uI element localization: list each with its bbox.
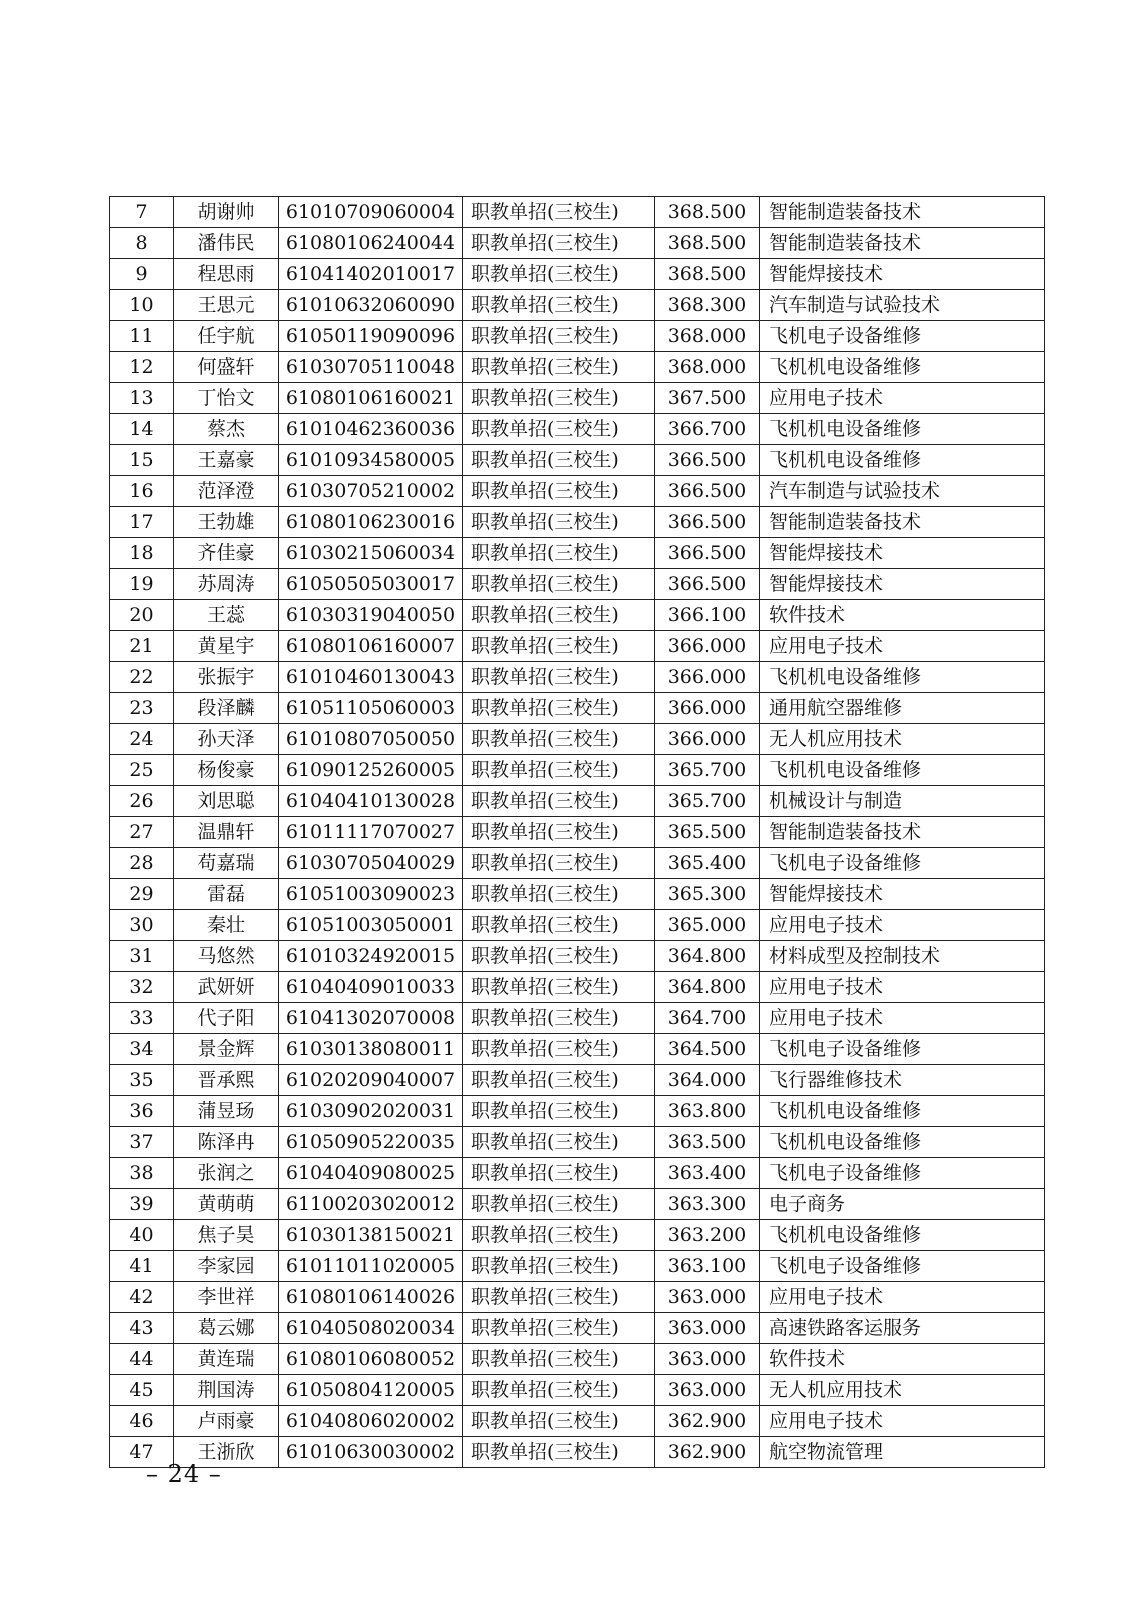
student-name-cell: 王勃雄 — [174, 507, 279, 538]
major-cell: 智能制造装备技术 — [760, 228, 1045, 259]
admission-type-cell: 职教单招(三校生) — [463, 600, 655, 631]
student-name-cell: 蒲昱玚 — [174, 1096, 279, 1127]
major-cell: 通用航空器维修 — [760, 693, 1045, 724]
exam-id-cell: 61030705040029 — [279, 848, 463, 879]
exam-id-cell: 61030215060034 — [279, 538, 463, 569]
exam-id-cell: 61080106160007 — [279, 631, 463, 662]
admission-type-cell: 职教单招(三校生) — [463, 445, 655, 476]
table-row — [110, 693, 1045, 724]
score-cell: 363.100 — [655, 1251, 760, 1282]
major-cell: 飞机电子设备维修 — [760, 848, 1045, 879]
admission-type-cell: 职教单招(三校生) — [463, 1344, 655, 1375]
major-cell: 智能焊接技术 — [760, 538, 1045, 569]
exam-id-cell: 61030319040050 — [279, 600, 463, 631]
admission-type-cell: 职教单招(三校生) — [463, 414, 655, 445]
exam-id-cell: 61010709060004 — [279, 197, 463, 228]
exam-id-cell: 61030705110048 — [279, 352, 463, 383]
score-cell: 365.000 — [655, 910, 760, 941]
row-number-cell: 45 — [110, 1375, 174, 1406]
exam-id-cell: 61051003050001 — [279, 910, 463, 941]
exam-id-cell: 61080106080052 — [279, 1344, 463, 1375]
student-name-cell: 陈泽冉 — [174, 1127, 279, 1158]
score-cell: 366.500 — [655, 569, 760, 600]
row-number-cell: 10 — [110, 290, 174, 321]
student-name-cell: 潘伟民 — [174, 228, 279, 259]
table-row — [110, 1437, 1045, 1468]
student-name-cell: 葛云娜 — [174, 1313, 279, 1344]
row-number-cell: 47 — [110, 1437, 174, 1468]
row-number-cell: 15 — [110, 445, 174, 476]
exam-id-cell: 61030902020031 — [279, 1096, 463, 1127]
exam-id-cell: 61010630030002 — [279, 1437, 463, 1468]
exam-id-cell: 61010324920015 — [279, 941, 463, 972]
table-row — [110, 786, 1045, 817]
major-cell: 应用电子技术 — [760, 972, 1045, 1003]
student-name-cell: 秦壮 — [174, 910, 279, 941]
score-cell: 364.700 — [655, 1003, 760, 1034]
row-number-cell: 13 — [110, 383, 174, 414]
score-cell: 365.700 — [655, 755, 760, 786]
major-cell: 应用电子技术 — [760, 631, 1045, 662]
student-name-cell: 王蕊 — [174, 600, 279, 631]
row-number-cell: 20 — [110, 600, 174, 631]
score-cell: 366.500 — [655, 445, 760, 476]
student-name-cell: 黄萌萌 — [174, 1189, 279, 1220]
score-cell: 363.000 — [655, 1344, 760, 1375]
row-number-cell: 19 — [110, 569, 174, 600]
row-number-cell: 30 — [110, 910, 174, 941]
major-cell: 电子商务 — [760, 1189, 1045, 1220]
admission-type-cell: 职教单招(三校生) — [463, 755, 655, 786]
row-number-cell: 32 — [110, 972, 174, 1003]
score-cell: 364.500 — [655, 1034, 760, 1065]
table-row — [110, 755, 1045, 786]
student-name-cell: 晋承熙 — [174, 1065, 279, 1096]
admission-type-cell: 职教单招(三校生) — [463, 507, 655, 538]
exam-id-cell: 61011117070027 — [279, 817, 463, 848]
row-number-cell: 41 — [110, 1251, 174, 1282]
exam-id-cell: 61051105060003 — [279, 693, 463, 724]
student-name-cell: 张润之 — [174, 1158, 279, 1189]
exam-id-cell: 61040409010033 — [279, 972, 463, 1003]
row-number-cell: 34 — [110, 1034, 174, 1065]
student-name-cell: 马悠然 — [174, 941, 279, 972]
table-row — [110, 1344, 1045, 1375]
table-row — [110, 290, 1045, 321]
table-row — [110, 1127, 1045, 1158]
score-cell: 368.500 — [655, 259, 760, 290]
major-cell: 飞机电子设备维修 — [760, 1158, 1045, 1189]
major-cell: 飞机电子设备维修 — [760, 321, 1045, 352]
exam-id-cell: 61030138150021 — [279, 1220, 463, 1251]
score-cell: 366.700 — [655, 414, 760, 445]
table-row — [110, 538, 1045, 569]
student-name-cell: 景金辉 — [174, 1034, 279, 1065]
major-cell: 智能焊接技术 — [760, 879, 1045, 910]
major-cell: 飞机机电设备维修 — [760, 1096, 1045, 1127]
table-row — [110, 507, 1045, 538]
row-number-cell: 44 — [110, 1344, 174, 1375]
student-name-cell: 胡谢帅 — [174, 197, 279, 228]
admission-type-cell: 职教单招(三校生) — [463, 1189, 655, 1220]
major-cell: 汽车制造与试验技术 — [760, 476, 1045, 507]
table-row — [110, 197, 1045, 228]
exam-id-cell: 61030705210002 — [279, 476, 463, 507]
admission-type-cell: 职教单招(三校生) — [463, 972, 655, 1003]
exam-id-cell: 61030138080011 — [279, 1034, 463, 1065]
score-cell: 368.500 — [655, 197, 760, 228]
row-number-cell: 22 — [110, 662, 174, 693]
score-cell: 366.000 — [655, 662, 760, 693]
score-cell: 364.800 — [655, 972, 760, 1003]
admission-type-cell: 职教单招(三校生) — [463, 259, 655, 290]
admission-type-cell: 职教单招(三校生) — [463, 1003, 655, 1034]
admission-type-cell: 职教单招(三校生) — [463, 321, 655, 352]
table-row — [110, 259, 1045, 290]
row-number-cell: 9 — [110, 259, 174, 290]
table-row — [110, 1406, 1045, 1437]
student-name-cell: 黄连瑞 — [174, 1344, 279, 1375]
row-number-cell: 12 — [110, 352, 174, 383]
table-row — [110, 1282, 1045, 1313]
row-number-cell: 28 — [110, 848, 174, 879]
student-name-cell: 段泽麟 — [174, 693, 279, 724]
admission-type-cell: 职教单招(三校生) — [463, 352, 655, 383]
row-number-cell: 21 — [110, 631, 174, 662]
admission-type-cell: 职教单招(三校生) — [463, 941, 655, 972]
student-name-cell: 李家园 — [174, 1251, 279, 1282]
admission-type-cell: 职教单招(三校生) — [463, 569, 655, 600]
exam-id-cell: 61050905220035 — [279, 1127, 463, 1158]
exam-id-cell: 61010807050050 — [279, 724, 463, 755]
major-cell: 高速铁路客运服务 — [760, 1313, 1045, 1344]
score-cell: 363.800 — [655, 1096, 760, 1127]
row-number-cell: 11 — [110, 321, 174, 352]
row-number-cell: 17 — [110, 507, 174, 538]
table-row — [110, 1065, 1045, 1096]
table-row — [110, 321, 1045, 352]
admission-type-cell: 职教单招(三校生) — [463, 848, 655, 879]
row-number-cell: 26 — [110, 786, 174, 817]
score-cell: 368.300 — [655, 290, 760, 321]
admission-type-cell: 职教单招(三校生) — [463, 1096, 655, 1127]
row-number-cell: 8 — [110, 228, 174, 259]
major-cell: 材料成型及控制技术 — [760, 941, 1045, 972]
score-cell: 368.500 — [655, 228, 760, 259]
student-name-cell: 任宇航 — [174, 321, 279, 352]
score-cell: 366.000 — [655, 693, 760, 724]
score-cell: 365.500 — [655, 817, 760, 848]
row-number-cell: 42 — [110, 1282, 174, 1313]
score-cell: 366.500 — [655, 476, 760, 507]
major-cell: 应用电子技术 — [760, 1282, 1045, 1313]
admission-type-cell: 职教单招(三校生) — [463, 786, 655, 817]
table-row — [110, 848, 1045, 879]
row-number-cell: 23 — [110, 693, 174, 724]
admission-type-cell: 职教单招(三校生) — [463, 1220, 655, 1251]
score-cell: 363.500 — [655, 1127, 760, 1158]
row-number-cell: 33 — [110, 1003, 174, 1034]
table-row — [110, 569, 1045, 600]
major-cell: 应用电子技术 — [760, 910, 1045, 941]
student-name-cell: 荆国涛 — [174, 1375, 279, 1406]
major-cell: 智能焊接技术 — [760, 259, 1045, 290]
admission-type-cell: 职教单招(三校生) — [463, 197, 655, 228]
score-cell: 362.900 — [655, 1406, 760, 1437]
major-cell: 飞行器维修技术 — [760, 1065, 1045, 1096]
major-cell: 飞机电子设备维修 — [760, 1251, 1045, 1282]
row-number-cell: 27 — [110, 817, 174, 848]
admission-type-cell: 职教单招(三校生) — [463, 1406, 655, 1437]
table-row — [110, 1034, 1045, 1065]
exam-id-cell: 61051003090023 — [279, 879, 463, 910]
exam-id-cell: 61080106160021 — [279, 383, 463, 414]
table-row — [110, 1313, 1045, 1344]
admission-type-cell: 职教单招(三校生) — [463, 538, 655, 569]
admission-type-cell: 职教单招(三校生) — [463, 817, 655, 848]
table-row — [110, 972, 1045, 1003]
table-row — [110, 910, 1045, 941]
exam-id-cell: 61090125260005 — [279, 755, 463, 786]
table-row — [110, 600, 1045, 631]
admission-type-cell: 职教单招(三校生) — [463, 1437, 655, 1468]
row-number-cell: 16 — [110, 476, 174, 507]
student-name-cell: 黄星宇 — [174, 631, 279, 662]
table-row — [110, 1375, 1045, 1406]
student-name-cell: 齐佳豪 — [174, 538, 279, 569]
student-name-cell: 范泽澄 — [174, 476, 279, 507]
student-name-cell: 王浙欣 — [174, 1437, 279, 1468]
row-number-cell: 14 — [110, 414, 174, 445]
admission-type-cell: 职教单招(三校生) — [463, 1375, 655, 1406]
exam-id-cell: 61100203020012 — [279, 1189, 463, 1220]
student-name-cell: 苏周涛 — [174, 569, 279, 600]
score-cell: 363.000 — [655, 1313, 760, 1344]
score-cell: 363.400 — [655, 1158, 760, 1189]
table-row — [110, 817, 1045, 848]
row-number-cell: 46 — [110, 1406, 174, 1437]
score-cell: 365.300 — [655, 879, 760, 910]
score-cell: 364.800 — [655, 941, 760, 972]
student-name-cell: 温鼎轩 — [174, 817, 279, 848]
table-row — [110, 445, 1045, 476]
major-cell: 飞机机电设备维修 — [760, 662, 1045, 693]
score-cell: 366.500 — [655, 507, 760, 538]
score-cell: 363.000 — [655, 1375, 760, 1406]
table-row — [110, 724, 1045, 755]
table-row — [110, 1096, 1045, 1127]
table-row — [110, 662, 1045, 693]
student-name-cell: 李世祥 — [174, 1282, 279, 1313]
student-name-cell: 张振宇 — [174, 662, 279, 693]
admission-type-cell: 职教单招(三校生) — [463, 290, 655, 321]
major-cell: 无人机应用技术 — [760, 1375, 1045, 1406]
major-cell: 航空物流管理 — [760, 1437, 1045, 1468]
student-name-cell: 焦子昊 — [174, 1220, 279, 1251]
table-row — [110, 1158, 1045, 1189]
admission-type-cell: 职教单招(三校生) — [463, 1313, 655, 1344]
major-cell: 智能制造装备技术 — [760, 507, 1045, 538]
score-cell: 366.100 — [655, 600, 760, 631]
admission-type-cell: 职教单招(三校生) — [463, 1251, 655, 1282]
major-cell: 应用电子技术 — [760, 1406, 1045, 1437]
major-cell: 飞机机电设备维修 — [760, 352, 1045, 383]
student-name-cell: 代子阳 — [174, 1003, 279, 1034]
exam-id-cell: 61040806020002 — [279, 1406, 463, 1437]
exam-id-cell: 61041302070008 — [279, 1003, 463, 1034]
admission-type-cell: 职教单招(三校生) — [463, 693, 655, 724]
score-cell: 368.000 — [655, 352, 760, 383]
major-cell: 飞机机电设备维修 — [760, 445, 1045, 476]
major-cell: 智能制造装备技术 — [760, 197, 1045, 228]
major-cell: 机械设计与制造 — [760, 786, 1045, 817]
student-name-cell: 程思雨 — [174, 259, 279, 290]
student-name-cell: 何盛轩 — [174, 352, 279, 383]
major-cell: 飞机电子设备维修 — [760, 1034, 1045, 1065]
exam-id-cell: 61080106230016 — [279, 507, 463, 538]
score-cell: 363.300 — [655, 1189, 760, 1220]
table-row — [110, 228, 1045, 259]
table-row — [110, 414, 1045, 445]
major-cell: 无人机应用技术 — [760, 724, 1045, 755]
score-cell: 365.700 — [655, 786, 760, 817]
score-cell: 364.000 — [655, 1065, 760, 1096]
exam-id-cell: 61050505030017 — [279, 569, 463, 600]
row-number-cell: 37 — [110, 1127, 174, 1158]
student-name-cell: 苟嘉瑞 — [174, 848, 279, 879]
student-name-cell: 王嘉豪 — [174, 445, 279, 476]
score-cell: 367.500 — [655, 383, 760, 414]
score-cell: 366.000 — [655, 631, 760, 662]
table-row — [110, 383, 1045, 414]
student-name-cell: 王思元 — [174, 290, 279, 321]
exam-id-cell: 61011011020005 — [279, 1251, 463, 1282]
row-number-cell: 38 — [110, 1158, 174, 1189]
student-name-cell: 蔡杰 — [174, 414, 279, 445]
row-number-cell: 25 — [110, 755, 174, 786]
table-row — [110, 352, 1045, 383]
table-row — [110, 476, 1045, 507]
score-cell: 368.000 — [655, 321, 760, 352]
admission-type-cell: 职教单招(三校生) — [463, 1127, 655, 1158]
admission-type-cell: 职教单招(三校生) — [463, 1158, 655, 1189]
admission-type-cell: 职教单招(三校生) — [463, 631, 655, 662]
admission-type-cell: 职教单招(三校生) — [463, 662, 655, 693]
major-cell: 智能焊接技术 — [760, 569, 1045, 600]
student-name-cell: 丁怡文 — [174, 383, 279, 414]
student-name-cell: 武妍妍 — [174, 972, 279, 1003]
score-cell: 362.900 — [655, 1437, 760, 1468]
exam-id-cell: 61040508020034 — [279, 1313, 463, 1344]
exam-id-cell: 61080106240044 — [279, 228, 463, 259]
admission-type-cell: 职教单招(三校生) — [463, 228, 655, 259]
admission-list-table — [109, 196, 1045, 1468]
exam-id-cell: 61080106140026 — [279, 1282, 463, 1313]
admission-type-cell: 职教单招(三校生) — [463, 910, 655, 941]
row-number-cell: 35 — [110, 1065, 174, 1096]
table-row — [110, 1003, 1045, 1034]
table-row — [110, 1189, 1045, 1220]
row-number-cell: 43 — [110, 1313, 174, 1344]
student-name-cell: 卢雨豪 — [174, 1406, 279, 1437]
student-name-cell: 刘思聪 — [174, 786, 279, 817]
major-cell: 飞机机电设备维修 — [760, 1220, 1045, 1251]
student-name-cell: 雷磊 — [174, 879, 279, 910]
page-number: – 24 – — [146, 1460, 222, 1488]
major-cell: 飞机机电设备维修 — [760, 414, 1045, 445]
admission-type-cell: 职教单招(三校生) — [463, 879, 655, 910]
admission-type-cell: 职教单招(三校生) — [463, 1034, 655, 1065]
major-cell: 飞机机电设备维修 — [760, 755, 1045, 786]
exam-id-cell: 61010462360036 — [279, 414, 463, 445]
admission-type-cell: 职教单招(三校生) — [463, 1065, 655, 1096]
admission-type-cell: 职教单招(三校生) — [463, 1282, 655, 1313]
score-cell: 366.500 — [655, 538, 760, 569]
major-cell: 飞机机电设备维修 — [760, 1127, 1045, 1158]
table-row — [110, 1220, 1045, 1251]
row-number-cell: 36 — [110, 1096, 174, 1127]
row-number-cell: 18 — [110, 538, 174, 569]
major-cell: 应用电子技术 — [760, 1003, 1045, 1034]
score-cell: 365.400 — [655, 848, 760, 879]
exam-id-cell: 61010632060090 — [279, 290, 463, 321]
major-cell: 汽车制造与试验技术 — [760, 290, 1045, 321]
table-row — [110, 1251, 1045, 1282]
student-name-cell: 杨俊豪 — [174, 755, 279, 786]
score-cell: 363.200 — [655, 1220, 760, 1251]
admission-type-cell: 职教单招(三校生) — [463, 383, 655, 414]
exam-id-cell: 61050119090096 — [279, 321, 463, 352]
major-cell: 软件技术 — [760, 600, 1045, 631]
exam-id-cell: 61010460130043 — [279, 662, 463, 693]
row-number-cell: 40 — [110, 1220, 174, 1251]
row-number-cell: 29 — [110, 879, 174, 910]
row-number-cell: 39 — [110, 1189, 174, 1220]
major-cell: 智能制造装备技术 — [760, 817, 1045, 848]
score-cell: 366.000 — [655, 724, 760, 755]
table-body — [110, 197, 1045, 1468]
admission-type-cell: 职教单招(三校生) — [463, 476, 655, 507]
row-number-cell: 7 — [110, 197, 174, 228]
admission-type-cell: 职教单招(三校生) — [463, 724, 655, 755]
exam-id-cell: 61040409080025 — [279, 1158, 463, 1189]
row-number-cell: 31 — [110, 941, 174, 972]
major-cell: 软件技术 — [760, 1344, 1045, 1375]
exam-id-cell: 61040410130028 — [279, 786, 463, 817]
exam-id-cell: 61041402010017 — [279, 259, 463, 290]
score-cell: 363.000 — [655, 1282, 760, 1313]
table-row — [110, 879, 1045, 910]
exam-id-cell: 61050804120005 — [279, 1375, 463, 1406]
exam-id-cell: 61010934580005 — [279, 445, 463, 476]
table-row — [110, 941, 1045, 972]
major-cell: 应用电子技术 — [760, 383, 1045, 414]
exam-id-cell: 61020209040007 — [279, 1065, 463, 1096]
row-number-cell: 24 — [110, 724, 174, 755]
student-name-cell: 孙天泽 — [174, 724, 279, 755]
table-row — [110, 631, 1045, 662]
